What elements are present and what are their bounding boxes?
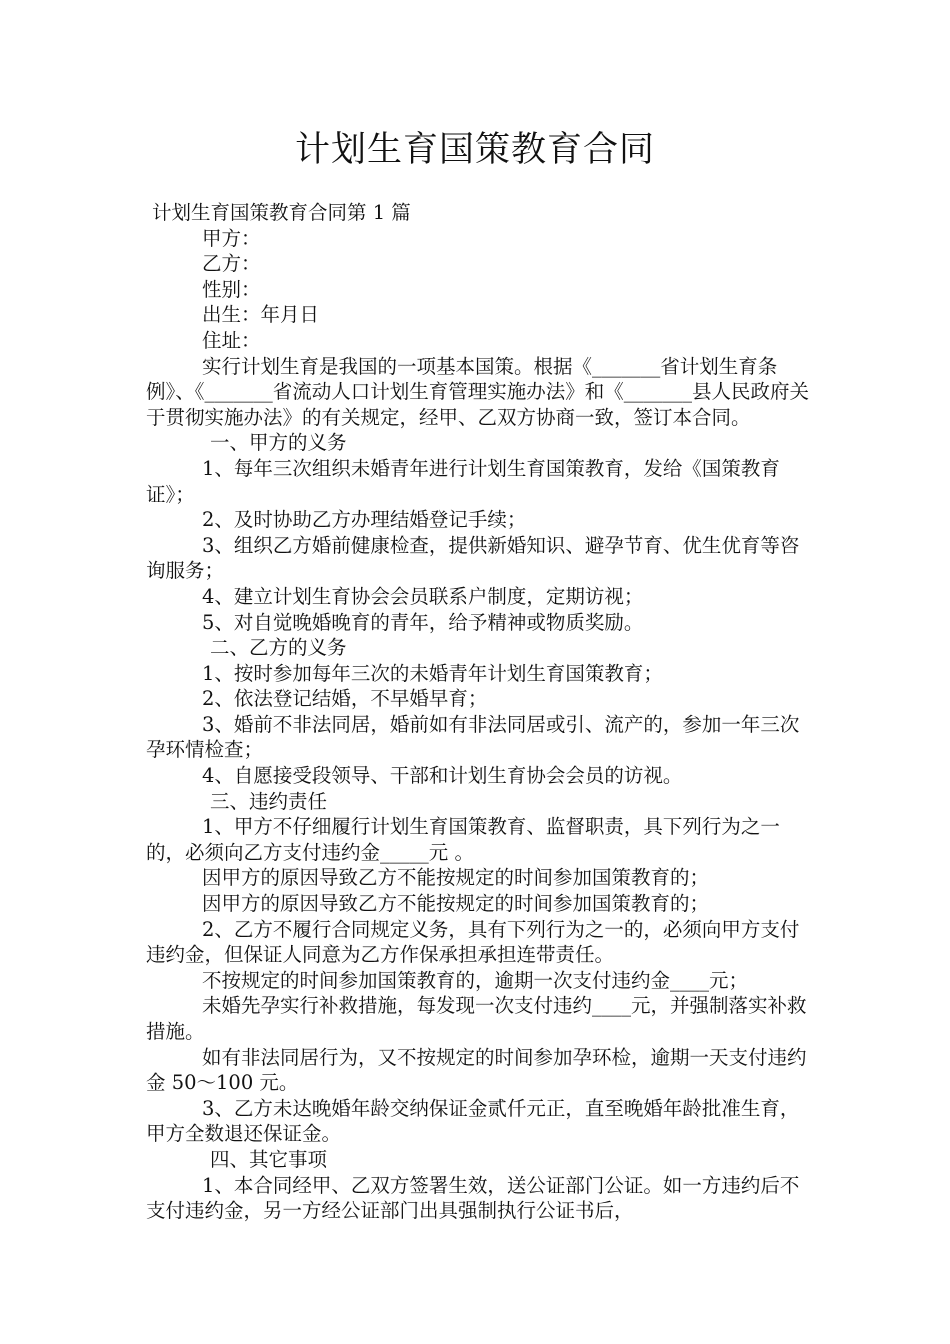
section-heading: 一、甲方的义务 bbox=[210, 431, 347, 455]
paragraph: 不按规定的时间参加国策教育的，逾期一次支付违约金____元； bbox=[202, 968, 749, 992]
document-subtitle: 计划生育国策教育合同第 1 篇 bbox=[152, 201, 411, 224]
paragraph: 4、建立计划生育协会会员联系户制度，定期访视； bbox=[202, 584, 644, 608]
paragraph: 性别： bbox=[202, 277, 261, 301]
paragraph: 1、每年三次组织未婚青年进行计划生育国策教育，发给《国策教育证》； bbox=[146, 456, 780, 506]
paragraph: 因甲方的原因导致乙方不能按规定的时间参加国策教育的； bbox=[202, 892, 710, 916]
section-heading: 三、违约责任 bbox=[210, 789, 328, 813]
paragraph: 甲方： bbox=[202, 226, 261, 250]
paragraph: 如有非法同居行为，又不按规定的时间参加孕环检，逾期一天支付违约金 50～100 元。 bbox=[146, 1045, 807, 1095]
paragraph: 住址： bbox=[202, 328, 261, 352]
paragraph: 1、本合同经甲、乙双方签署生效，送公证部门公证。如一方违约后不支付违约金，另一方经公证部门出具强制执行公证书后， bbox=[146, 1173, 800, 1223]
paragraph: 因甲方的原因导致乙方不能按规定的时间参加国策教育的； bbox=[202, 866, 710, 890]
paragraph: 乙方： bbox=[202, 252, 261, 276]
paragraph: 4、自愿接受段领导、干部和计划生育协会会员的访视。 bbox=[202, 764, 683, 788]
paragraph: 1、甲方不仔细履行计划生育国策教育、监督职责，具下列行为之一的，必须向乙方支付违约金_____元 。 bbox=[146, 815, 780, 864]
paragraph: 3、乙方未达晚婚年龄交纳保证金贰仟元正，直至晚婚年龄批准生育，甲方全数退还保证金。 bbox=[146, 1096, 800, 1146]
paragraph: 1、按时参加每年三次的未婚青年计划生育国策教育； bbox=[202, 661, 663, 685]
paragraph: 未婚先孕实行补救措施，每发现一次支付违约____元，并强制落实补救措施。 bbox=[146, 994, 807, 1043]
paragraph: 3、组织乙方婚前健康检查，提供新婚知识、避孕节育、优生优育等咨询服务； bbox=[146, 533, 800, 583]
document-body bbox=[146, 200, 814, 1224]
section-heading: 四、其它事项 bbox=[210, 1147, 328, 1171]
paragraph: 出生：年月日 bbox=[202, 303, 320, 327]
document-title: 计划生育国策教育合同 bbox=[294, 130, 655, 170]
paragraph: 2、依法登记结婚，不早婚早育； bbox=[202, 687, 488, 711]
section-heading: 二、乙方的义务 bbox=[210, 636, 347, 660]
paragraph: 实行计划生育是我国的一项基本国策。根据《_______省计划生育条例》、《_______省流动人口计划生育管理实施办法》和《_______县人民政府关于贯彻实施办法》的有关规定，经甲、乙双方协商一致，签订本合同。 bbox=[146, 354, 810, 429]
paragraph: 3、婚前不非法同居，婚前如有非法同居或引、流产的，参加一年三次孕环情检查； bbox=[146, 712, 800, 762]
paragraph: 2、乙方不履行合同规定义务，具有下列行为之一的，必须向甲方支付违约金，但保证人同意为乙方作保承担承担连带责任。 bbox=[146, 917, 800, 967]
paragraph: 2、及时协助乙方办理结婚登记手续； bbox=[202, 508, 527, 532]
paragraph: 5、对自觉晚婚晚育的青年，给予精神或物质奖励。 bbox=[202, 610, 644, 634]
